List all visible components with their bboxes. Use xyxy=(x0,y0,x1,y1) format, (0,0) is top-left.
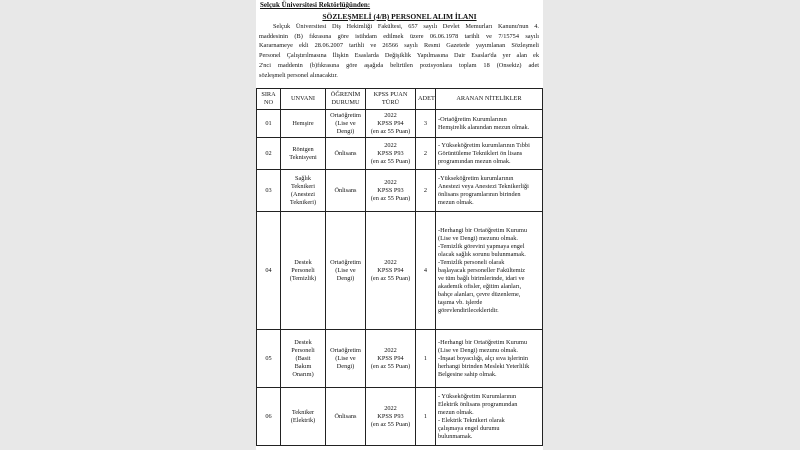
nitelik-line: (Lise ve Dengi) mezunu olmak. xyxy=(438,346,518,354)
intro-line: sözleşmeli personel alınacaktır. xyxy=(259,71,338,79)
cell-kpss xyxy=(366,138,416,170)
cell-unvan-line: Teknikeri xyxy=(290,182,316,190)
cell-unvan-line: Personeli xyxy=(291,266,315,274)
cell-nitelik xyxy=(436,330,543,388)
header-sira-no xyxy=(257,89,281,110)
nitelik-line: - Yükseköğretim Kurumlarının xyxy=(438,392,517,400)
cell-kpss xyxy=(366,388,416,446)
nitelik-line: Anestezi veya Anestezi Teknikerliği xyxy=(438,182,529,190)
cell-ogrenim-line: Ortaöğretim xyxy=(330,258,361,266)
cell-unvan-line: Destek xyxy=(294,338,312,346)
nitelik-line: Hemşirelik alanından mezun olmak. xyxy=(438,123,530,131)
cell-ogrenim-line: Dengi) xyxy=(336,127,355,135)
cell-unvan xyxy=(281,138,326,170)
nitelik-line: herhangi birinden Mesleki Yeterlilik xyxy=(438,362,530,370)
cell-ogrenim-line: Önlisans xyxy=(334,412,357,420)
nitelik-line: görevlendirilecekleridir. xyxy=(438,306,499,314)
cell-ogrenim-line: Dengi) xyxy=(336,362,355,370)
header-label: UNVANI xyxy=(290,95,316,102)
institution-heading: Selçuk Üniversitesi Rektörlüğünden: xyxy=(260,1,371,9)
nitelik-line: -Herhangi bir Ortaöğretim Kurumu xyxy=(438,338,528,346)
nitelik-line: -Ortaöğretim Kurumlarının xyxy=(438,115,507,123)
table-row xyxy=(257,212,543,330)
nitelik-line: Belgesine sahip olmak. xyxy=(438,370,497,378)
nitelik-line: önlisans programlarının birinden xyxy=(438,190,521,198)
cell-unvan-line: (Temizlik) xyxy=(289,274,317,282)
cell-unvan-line: Hemşire xyxy=(292,119,314,127)
cell-unvan-line: Teknisyeni xyxy=(289,153,317,161)
cell-unvan-line: Röntgen xyxy=(292,145,314,153)
cell-unvan xyxy=(281,388,326,446)
cell-unvan-line: (Anestezi xyxy=(290,190,316,198)
cell-unvan xyxy=(281,170,326,212)
cell-unvan-line: Sağlık xyxy=(294,174,312,182)
cell-adet: 1 xyxy=(416,330,436,388)
nitelik-line: akademik ofisler, eğitim alanları, xyxy=(438,282,522,290)
cell-unvan-line: Personeli xyxy=(291,346,315,354)
cell-ogrenim xyxy=(326,330,366,388)
header-label: ADET xyxy=(418,95,435,102)
cell-ogrenim-line: Ortaöğretim xyxy=(330,346,361,354)
cell-adet: 4 xyxy=(416,212,436,330)
cell-sira-no: 06 xyxy=(257,388,281,446)
nitelik-line: taşıma vb. işlerde xyxy=(438,298,483,306)
nitelik-line: -Yükseköğretim kurumlarının xyxy=(438,174,514,182)
cell-unvan-line: (Basit xyxy=(295,354,311,362)
cell-unvan-line: Bakım xyxy=(294,362,312,370)
cell-ogrenim xyxy=(326,388,366,446)
cell-kpss-line: KPSS P94 xyxy=(377,119,404,127)
table-row xyxy=(257,110,543,138)
intro-line: maddesinin (B) fıkrasına göre istihdam edilmek üzere 06.06.1978 tarihli ve 7/15754 sayılı xyxy=(259,32,539,40)
cell-kpss xyxy=(366,170,416,212)
cell-unvan-line: (Elektrik) xyxy=(290,416,316,424)
positions-table xyxy=(256,88,543,446)
nitelik-line: -Temizlik görevini yapmaya engel xyxy=(438,242,525,250)
cell-nitelik xyxy=(436,110,543,138)
cell-kpss-line: (en az 55 Puan) xyxy=(370,362,411,370)
header-label: SIRA xyxy=(261,91,276,98)
cell-ogrenim-line: (Lise ve xyxy=(335,354,356,362)
announcement-title: SÖZLEŞMELİ (4/B) PERSONEL ALIM İLANI xyxy=(322,12,477,21)
header-adet xyxy=(416,89,436,110)
cell-nitelik xyxy=(436,170,543,212)
nitelik-line: - Elektrik Teknikeri olarak xyxy=(438,416,505,424)
cell-kpss-line: KPSS P93 xyxy=(377,186,404,194)
table-row xyxy=(257,330,543,388)
table-header-row xyxy=(257,89,543,110)
nitelik-line: bahçe alanları, çevre düzenleme, xyxy=(438,290,521,298)
nitelik-line: Elektrik önlisans programından xyxy=(438,400,518,408)
cell-nitelik xyxy=(436,212,543,330)
cell-unvan-line: Tekniker xyxy=(291,408,315,416)
cell-ogrenim-line: Ortaöğretim xyxy=(330,111,361,119)
nitelik-line: başlayacak personeller Fakültemiz xyxy=(438,266,526,274)
cell-ogrenim-line: (Lise ve xyxy=(335,266,356,274)
nitelik-line: olacak sağlık sorunu bulunmamak. xyxy=(438,250,526,258)
cell-kpss-line: 2022 xyxy=(384,178,397,186)
cell-nitelik xyxy=(436,388,543,446)
cell-ogrenim-line: (Lise ve xyxy=(335,119,356,127)
nitelik-line: -Temizlik personeli olarak xyxy=(438,258,505,266)
cell-unvan-line: Teknikeri) xyxy=(289,198,317,206)
nitelik-line: programından mezun olmak. xyxy=(438,157,511,165)
cell-unvan xyxy=(281,212,326,330)
nitelik-line: çalışmaya engel durumu xyxy=(438,424,500,432)
header-label: ÖĞRENİM xyxy=(330,91,361,98)
cell-kpss xyxy=(366,330,416,388)
nitelik-line: (Lise ve Dengi) mezunu olmak. xyxy=(438,234,518,242)
table-row xyxy=(257,170,543,212)
cell-kpss xyxy=(366,110,416,138)
cell-ogrenim xyxy=(326,138,366,170)
intro-line: Kararnameye ekli 28.06.2007 tarihli ve 26566 sayılı Resmi Gazetede yayımlanan Sözleşmeli xyxy=(259,42,539,50)
cell-unvan xyxy=(281,330,326,388)
header-label: DURUMU xyxy=(331,99,360,106)
cell-adet: 2 xyxy=(416,170,436,212)
header-label: ARANAN NİTELİKLER xyxy=(456,95,522,102)
header-label: NO xyxy=(263,99,274,106)
cell-kpss-line: (en az 55 Puan) xyxy=(370,157,411,165)
cell-nitelik xyxy=(436,138,543,170)
cell-sira-no: 04 xyxy=(257,212,281,330)
intro-line: Personel Çalıştırılmasına İlişkin Esaslarda Değişiklik Yapılmasına Dair Esaslar'da yer alan ek xyxy=(259,52,539,60)
cell-kpss-line: (en az 55 Puan) xyxy=(370,194,411,202)
cell-ogrenim xyxy=(326,170,366,212)
cell-ogrenim xyxy=(326,110,366,138)
cell-adet: 1 xyxy=(416,388,436,446)
cell-kpss-line: KPSS P93 xyxy=(377,412,404,420)
cell-kpss-line: 2022 xyxy=(384,346,397,354)
nitelik-line: -Herhangi bir Ortaöğretim Kurumu xyxy=(438,226,528,234)
header-unvan xyxy=(281,89,326,110)
nitelik-line: mezun olmak. xyxy=(438,198,474,206)
cell-unvan xyxy=(281,110,326,138)
cell-adet: 2 xyxy=(416,138,436,170)
nitelik-line: ve tüm bağlı birimlerinde, idari ve xyxy=(438,274,525,282)
cell-kpss-line: KPSS P93 xyxy=(377,149,404,157)
header-label: KPSS PUAN xyxy=(373,91,408,98)
nitelik-line: Görüntüleme Teknikleri ön lisans xyxy=(438,149,523,157)
cell-sira-no: 02 xyxy=(257,138,281,170)
cell-ogrenim xyxy=(326,212,366,330)
cell-kpss-line: (en az 55 Puan) xyxy=(370,420,411,428)
cell-adet: 3 xyxy=(416,110,436,138)
document-page xyxy=(256,0,543,450)
cell-ogrenim-line: Önlisans xyxy=(334,186,357,194)
cell-kpss-line: KPSS P94 xyxy=(377,266,404,274)
header-kpss xyxy=(366,89,416,110)
cell-kpss xyxy=(366,212,416,330)
intro-line: 2'nci maddenin (b)fıkrasına göre aşağıda belirtilen pozisyonlara toplam 18 (Onsekiz) adet xyxy=(259,61,539,69)
cell-ogrenim-line: Önlisans xyxy=(334,149,357,157)
nitelik-line: bulunmamak. xyxy=(438,432,473,440)
cell-kpss-line: 2022 xyxy=(384,258,397,266)
cell-kpss-line: 2022 xyxy=(384,404,397,412)
cell-unvan-line: Destek xyxy=(294,258,312,266)
header-nitelik xyxy=(436,89,543,110)
cell-unvan-line: Onarım) xyxy=(292,370,314,378)
table-row xyxy=(257,388,543,446)
cell-ogrenim-line: Dengi) xyxy=(336,274,355,282)
intro-line: Selçuk Üniversitesi Diş Hekimliği Fakültesi, 657 sayılı Devlet Memurları Kanunu'nun 4. xyxy=(273,23,539,30)
cell-sira-no: 03 xyxy=(257,170,281,212)
cell-sira-no: 05 xyxy=(257,330,281,388)
nitelik-line: -İnşaat boyacılığı, alçı sıva işlerinin xyxy=(438,354,529,362)
cell-kpss-line: (en az 55 Puan) xyxy=(370,274,411,282)
header-ogrenim xyxy=(326,89,366,110)
nitelik-line: mezun olmak. xyxy=(438,408,474,416)
nitelik-line: - Yükseköğretim kurumlarının Tıbbi xyxy=(438,141,530,149)
table-row xyxy=(257,138,543,170)
intro-paragraph xyxy=(259,22,539,80)
cell-kpss-line: 2022 xyxy=(384,141,397,149)
cell-sira-no: 01 xyxy=(257,110,281,138)
cell-kpss-line: (en az 55 Puan) xyxy=(370,127,411,135)
cell-kpss-line: KPSS P94 xyxy=(377,354,404,362)
cell-kpss-line: 2022 xyxy=(384,111,397,119)
header-label: TÜRÜ xyxy=(381,99,400,106)
